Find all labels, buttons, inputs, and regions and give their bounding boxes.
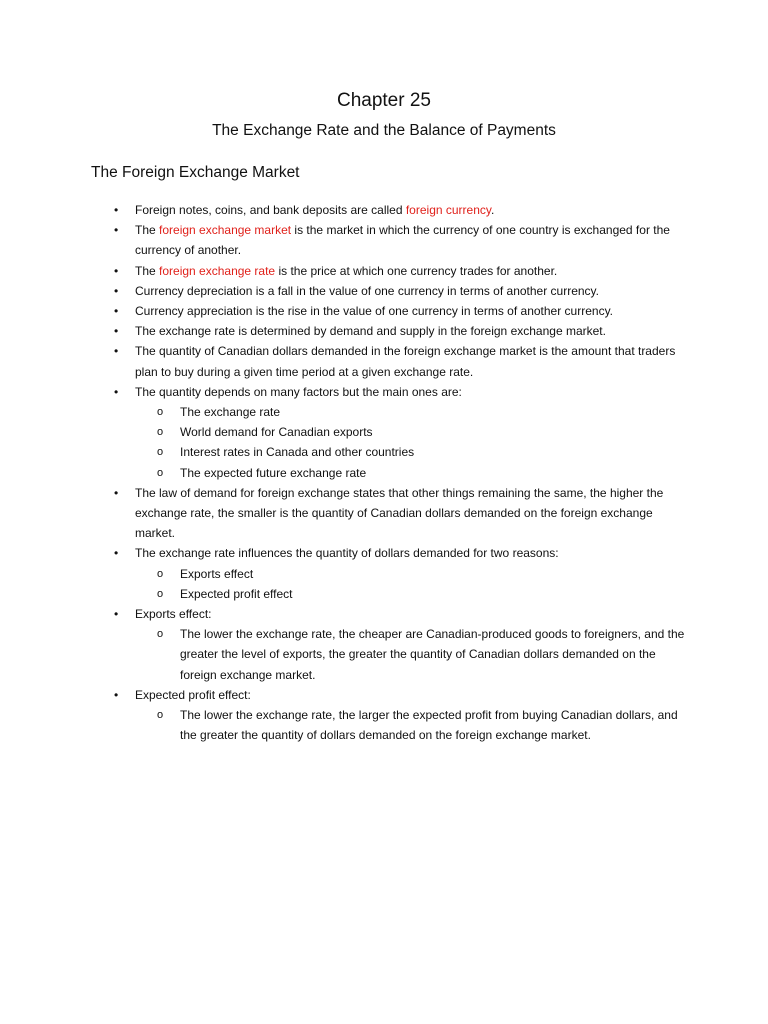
list-item-text: The quantity depends on many factors but the main ones are: [135, 384, 462, 399]
list-item [90, 220, 690, 260]
text-segment: The [135, 223, 160, 238]
highlighted-term: foreign exchange market [159, 223, 292, 238]
text-segment: is the market in which the currency of one country is exchanged for the currency of another. [135, 223, 670, 258]
list-item-text: Currency appreciation is the rise in the value of one currency in terms of another currency. [135, 304, 614, 319]
sub-list-item: o The expected future exchange rate [135, 463, 690, 483]
list-item-text: The law of demand for foreign exchange states that other things remaining the same, the higher the exchange rate, the smaller is the quantity of Canadian dollars demanded on the foreign exchange market. [135, 485, 664, 541]
sub-list-item: o The lower the exchange rate, the larger the expected profit from buying Canadian dollars, and the greater the quantity of dollars demanded on the foreign exchange market. [135, 705, 690, 745]
highlighted-term: foreign currency [405, 203, 491, 217]
sub-list-item: o Expected profit effect [135, 584, 690, 604]
list-item [90, 685, 690, 746]
list-item [90, 382, 690, 483]
chapter-subtitle: The Exchange Rate and the Balance of Payments [212, 122, 556, 139]
sub-list-item: o Interest rates in Canada and other countries [135, 442, 690, 462]
chapter-title: Chapter 25 [336, 90, 431, 111]
sub-list [135, 624, 690, 685]
list-item-text: The quantity of Canadian dollars demanded in the foreign exchange market is the amount that traders plan to buy during a given time period at a given exchange rate. [135, 344, 676, 379]
list-item [90, 200, 690, 220]
sub-list [135, 564, 690, 604]
text-segment: Foreign notes, coins, and bank deposits are called [135, 203, 406, 217]
list-item [90, 281, 690, 301]
sub-list-item: o Exports effect [135, 564, 690, 584]
list-item [90, 321, 690, 341]
list-item [90, 301, 690, 321]
section-heading: The Foreign Exchange Market [91, 164, 300, 181]
bullet-list [90, 200, 690, 745]
text-segment: . [491, 203, 495, 217]
sub-list [135, 705, 690, 745]
list-item [90, 483, 690, 544]
sub-list-item: o World demand for Canadian exports [135, 422, 690, 442]
text-segment: The [135, 263, 160, 278]
highlighted-term: foreign exchange rate [159, 263, 276, 278]
list-item [90, 543, 690, 604]
list-item-text: Expected profit effect: [135, 687, 251, 702]
sub-list [135, 402, 690, 483]
sub-list-item: o The exchange rate [135, 402, 690, 422]
list-item [90, 604, 690, 685]
text-segment: is the price at which one currency trades for another. [275, 263, 558, 278]
sub-list-item: o The lower the exchange rate, the cheaper are Canadian-produced goods to foreigners, and the greater the level of exports, the greater the quantity of Canadian dollars demanded on the foreign exchange market. [135, 624, 690, 685]
list-item-text: Currency depreciation is a fall in the value of one currency in terms of another currency. [135, 283, 600, 298]
list-item-text: The exchange rate influences the quantity of dollars demanded for two reasons: [135, 546, 559, 561]
list-item [90, 341, 690, 381]
list-item-text: The exchange rate is determined by demand and supply in the foreign exchange market. [135, 324, 606, 339]
list-item-text: Exports effect: [135, 607, 212, 622]
list-item [90, 261, 690, 281]
